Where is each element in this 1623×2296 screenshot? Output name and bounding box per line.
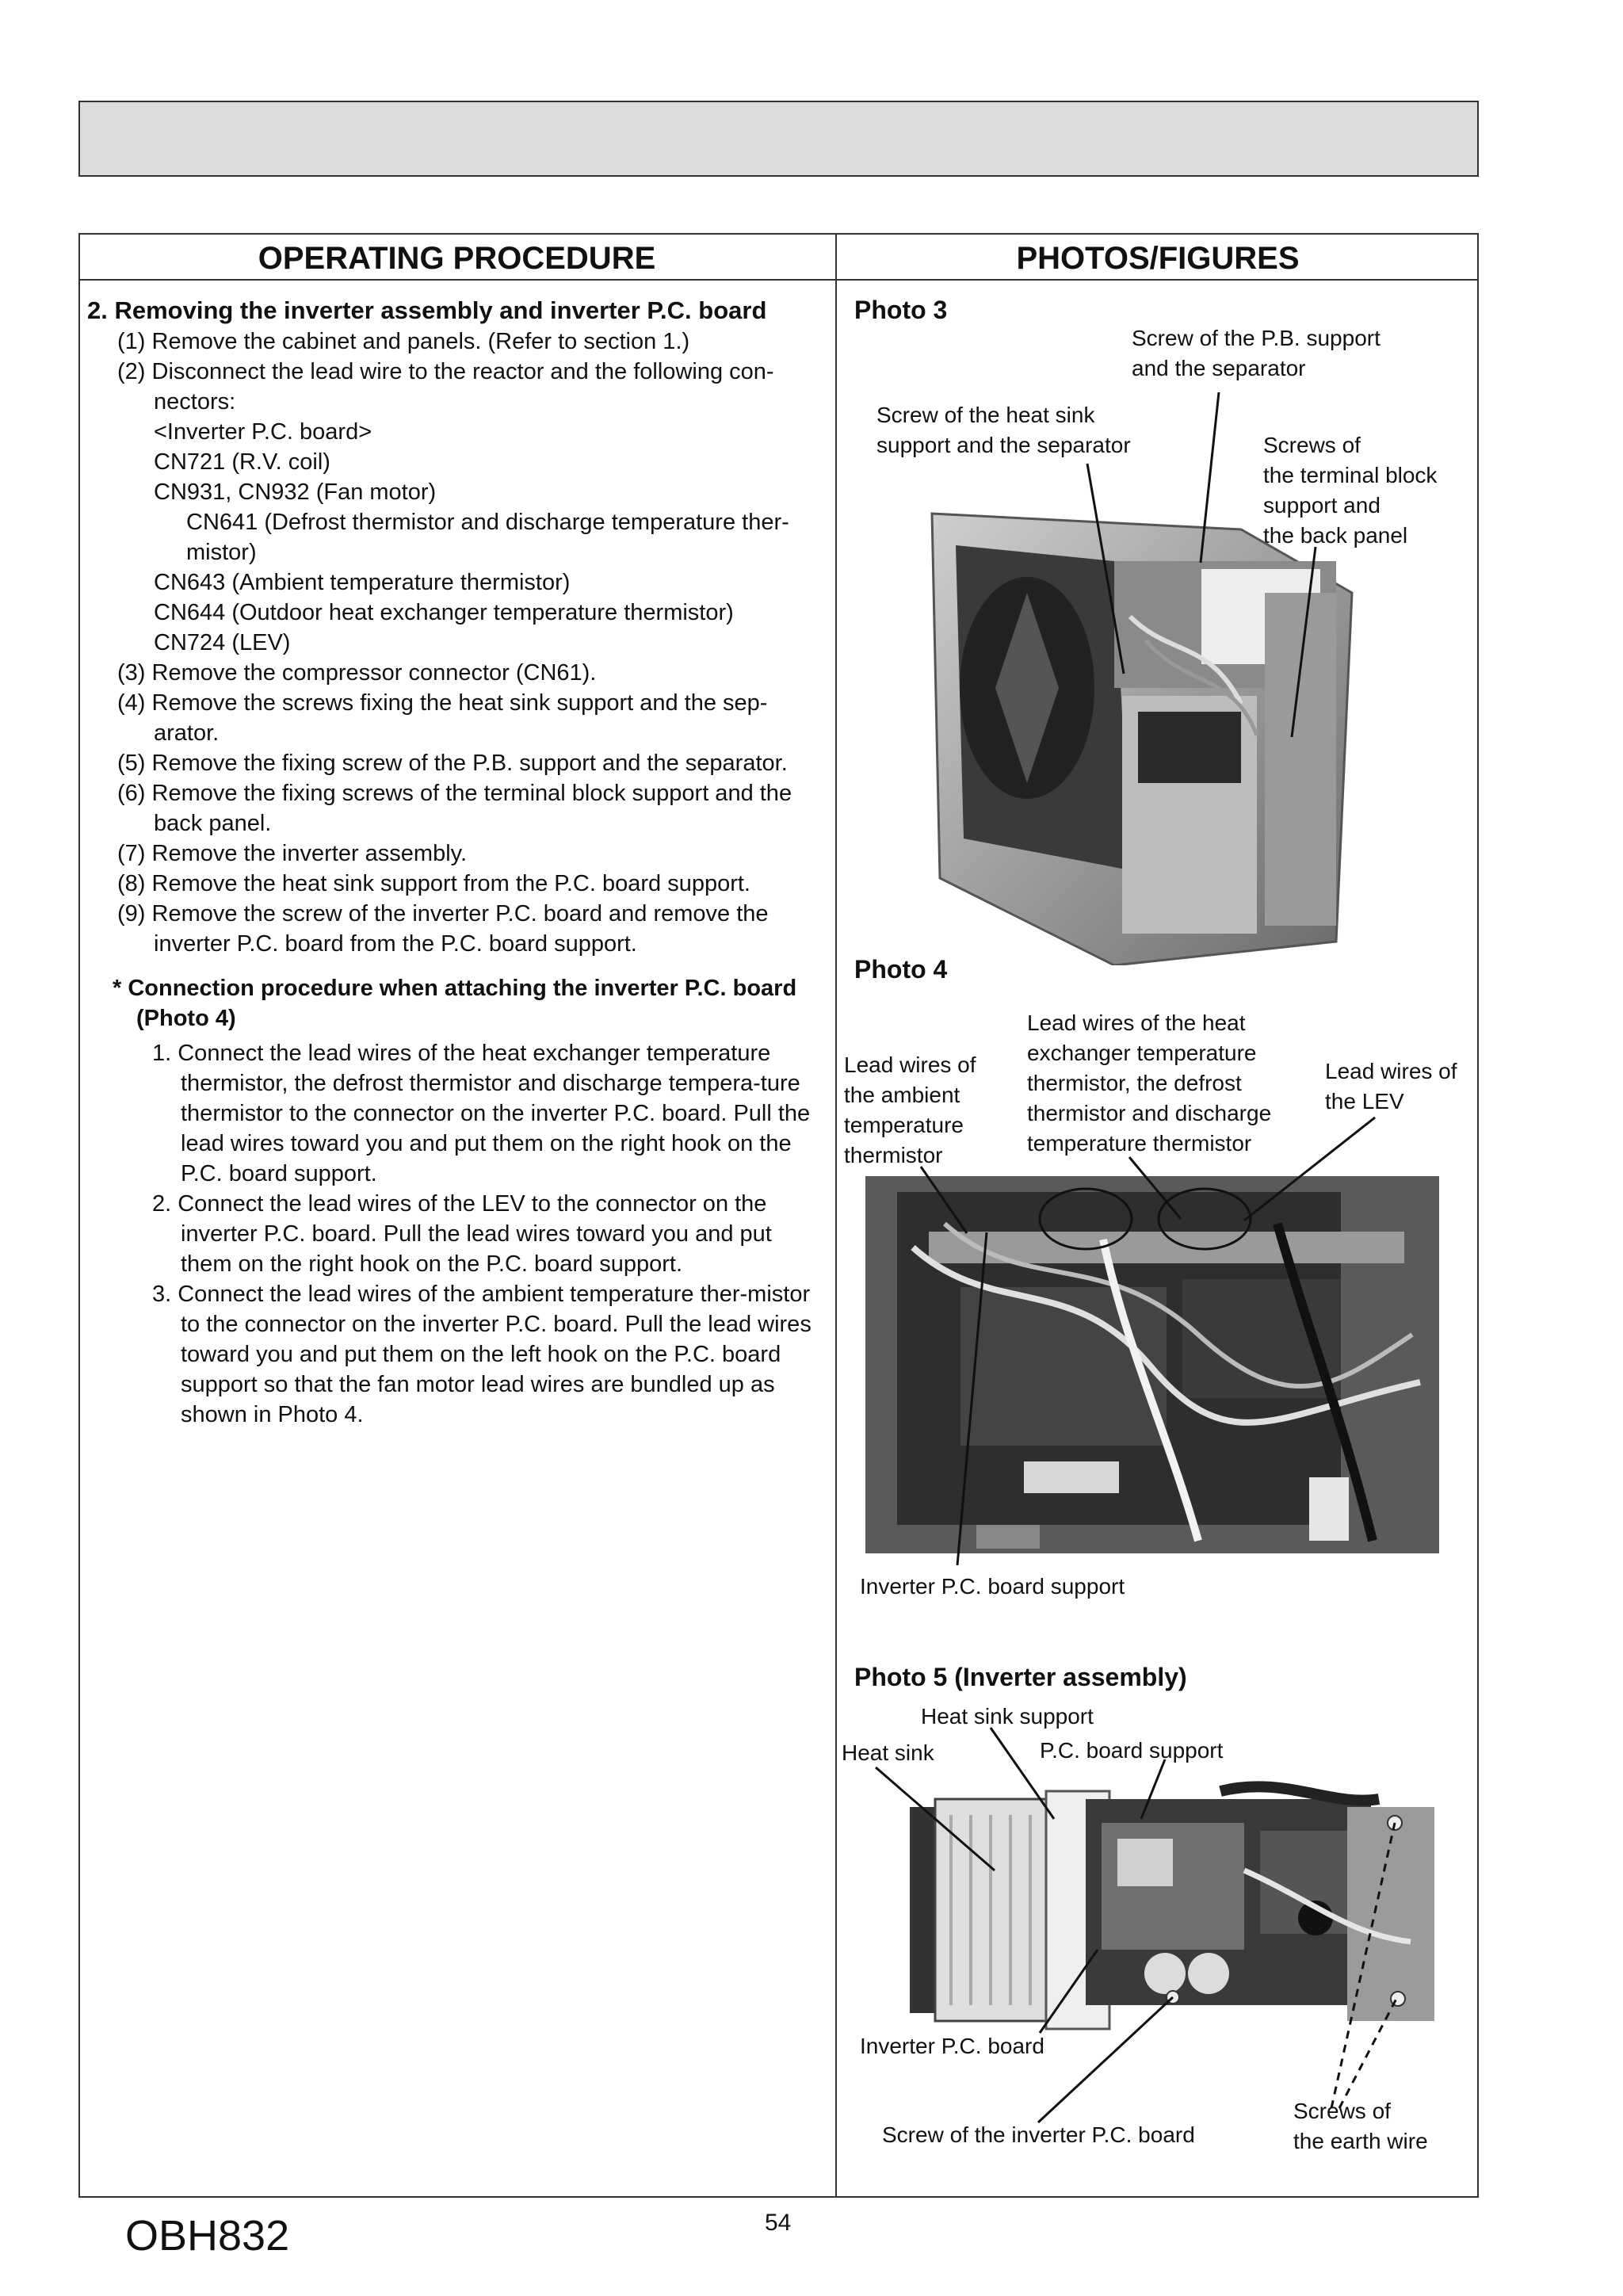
connector-cn643: CN643 (Ambient temperature thermistor) xyxy=(154,570,571,595)
photo3-callout-heat-sink: Screw of the heat sink support and the separator xyxy=(876,403,1131,457)
step-3: (3) Remove the compressor connector (CN61). xyxy=(117,660,597,686)
photo5-callout-heat-sink-support: Heat sink support xyxy=(921,1704,1094,1729)
step-4: (4) Remove the screws fixing the heat sink support and the sep-arator. xyxy=(117,690,768,746)
step-9: (9) Remove the screw of the inverter P.C. board and remove the inverter P.C. board from the P.C. board support. xyxy=(117,901,769,957)
step-8: (8) Remove the heat sink support from the P.C. board support. xyxy=(117,871,750,896)
step-7: (7) Remove the inverter assembly. xyxy=(117,841,468,866)
column-heading-photos: PHOTOS/FIGURES xyxy=(1016,241,1300,276)
note-step-2: 2. Connect the lead wires of the LEV to the connector on the inverter P.C. board. Pull the lead wires toward you and put them on the right hook on the P.C. board support. xyxy=(152,1191,772,1277)
photo3-callout-terminal: Screws of the terminal block support and the back panel xyxy=(1263,433,1438,548)
photo5-callout-pc-board-support: P.C. board support xyxy=(1040,1738,1224,1763)
connector-cn641: CN641 (Defrost thermistor and discharge temperature ther-mistor) xyxy=(186,510,789,565)
note-step-3: 3. Connect the lead wires of the ambient temperature ther-mistor to the connector on the inverter P.C. board. Pull the lead wires toward you and put them on the left hook on the P.C. board support so that the fan motor lead wires are bundled up as shown in Photo 4. xyxy=(152,1282,812,1427)
photo3-label: Photo 3 xyxy=(854,296,948,324)
photo5-callout-heat-sink: Heat sink xyxy=(842,1740,934,1765)
photo5-callout-inverter-board: Inverter P.C. board xyxy=(860,2034,1044,2058)
connector-heading: <Inverter P.C. board> xyxy=(154,419,372,445)
step-1: (1) Remove the cabinet and panels. (Refer to section 1.) xyxy=(117,329,690,354)
photo4-callout-support: Inverter P.C. board support xyxy=(860,1574,1125,1599)
procedure-title: 2. Removing the inverter assembly and inverter P.C. board xyxy=(87,296,767,324)
connector-cn644: CN644 (Outdoor heat exchanger temperature thermistor) xyxy=(154,600,734,625)
note-title: * Connection procedure when attaching the inverter P.C. board (Photo 4) xyxy=(113,976,797,1031)
photo4-callout-heat-exchanger: Lead wires of the heat exchanger temperature thermistor, the defrost thermistor and discharge temperature thermistor xyxy=(1027,1010,1272,1156)
photo4-callout-ambient: Lead wires of the ambient temperature thermistor xyxy=(844,1052,976,1167)
photo4-callout-lev: Lead wires of the LEV xyxy=(1325,1059,1457,1114)
photo3-callout-pb-support: Screw of the P.B. support and the separator xyxy=(1132,326,1381,380)
step-6: (6) Remove the fixing screws of the terminal block support and the back panel. xyxy=(117,781,792,836)
connector-cn721: CN721 (R.V. coil) xyxy=(154,449,330,475)
note-step-1: 1. Connect the lead wires of the heat exchanger temperature thermistor, the defrost thermistor and discharge tempera-ture thermistor to the connector on the inverter P.C. board. Pull the lead wires toward you and put them on the right hook on the P.C. board support. xyxy=(152,1041,811,1186)
step-5: (5) Remove the fixing screw of the P.B. support and the separator. xyxy=(117,751,788,776)
page-number: 54 xyxy=(765,2210,792,2236)
connector-cn724: CN724 (LEV) xyxy=(154,630,291,655)
connector-cn931: CN931, CN932 (Fan motor) xyxy=(154,479,437,505)
photo5-callout-earth-wire: Screws of the earth wire xyxy=(1293,2099,1428,2153)
step-2: (2) Disconnect the lead wire to the reactor and the following con-nectors: xyxy=(117,359,774,415)
photo5-label: Photo 5 (Inverter assembly) xyxy=(854,1663,1187,1691)
column-heading-procedure: OPERATING PROCEDURE xyxy=(258,241,656,276)
photo4-label: Photo 4 xyxy=(854,955,948,984)
document-code: OBH832 xyxy=(125,2212,290,2260)
photo5-callout-screw-board: Screw of the inverter P.C. board xyxy=(882,2122,1195,2147)
